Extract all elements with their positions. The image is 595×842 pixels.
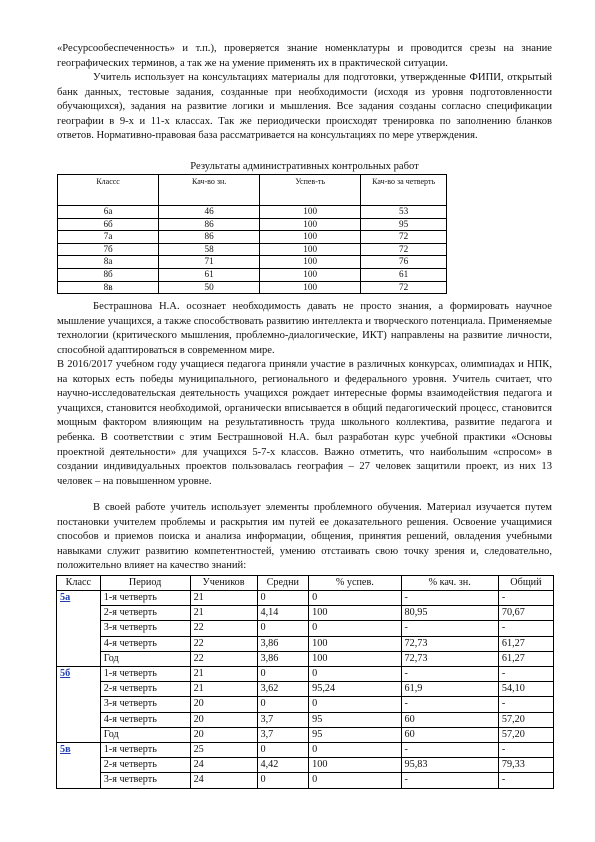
column-header: Общий (498, 576, 553, 591)
table-cell: 4-я четверть (100, 712, 190, 727)
table-cell: 60 (401, 712, 498, 727)
table-cell: 61,27 (498, 651, 553, 666)
table-cell: 20 (190, 697, 257, 712)
table-cell: 72 (361, 243, 447, 256)
table-cell: 4,14 (257, 606, 309, 621)
table-row (57, 651, 554, 666)
table-cell: 76 (361, 256, 447, 269)
table-row (57, 697, 554, 712)
table-cell: 3,86 (257, 651, 309, 666)
table-cell: 95 (309, 727, 401, 742)
paragraph-problem-learning: В своей работе учитель использует элементы проблемного обучения. Материал изучается путем постановки учителем проблемы и раскрытия им путей ее доказательного решения. Освоение учащимися способов и приемов поиска и анализа информации, общения, принятия решений, овладения учебными навыками служит развитию компетентностей, умению отстаивать свою точку зрения и, следовательно, положительно влияет на качество знаний: (57, 502, 552, 572)
table-cell: 2-я четверть (100, 758, 190, 773)
table-cell: 8в (58, 281, 159, 294)
table-cell: 72 (361, 231, 447, 244)
table-cell: 2-я четверть (100, 682, 190, 697)
table-cell: 100 (260, 206, 361, 219)
paragraph-terms: «Ресурсообеспеченность» и т.п.), проверяется знание номенклатуры и проводится срезы на знание географических терминов, а так же на умение применять их в практической ситуации. (57, 43, 552, 69)
table-cell: 54,10 (498, 682, 553, 697)
table-row (57, 758, 554, 773)
table-cell: 21 (190, 667, 257, 682)
table-cell: 6б (58, 218, 159, 231)
table-cell: 3-я четверть (100, 621, 190, 636)
table-row (57, 712, 554, 727)
table-row (57, 682, 554, 697)
table-cell: - (401, 773, 498, 788)
table-cell: 46 (159, 206, 260, 219)
table-cell: 58 (159, 243, 260, 256)
table-cell: - (401, 667, 498, 682)
table-cell: 100 (309, 606, 401, 621)
table-cell: 100 (260, 281, 361, 294)
table-row (57, 606, 554, 621)
table-cell: 1-я четверть (100, 591, 190, 606)
paragraph-thinking: Бестрашнова Н.А. осознает необходимость давать не просто знания, а формировать научное мышление учащихся, а также способствовать развитию интеллекта и творческого потенциала. Применяемые технологии (критического мышления, проблемно-диалогические, ИКТ) направлены на развитие личности, способной адаптироваться в современном мире. (57, 301, 552, 356)
table-cell: 3,86 (257, 636, 309, 651)
table-row (58, 281, 447, 294)
table-cell: 1-я четверть (100, 743, 190, 758)
table-cell: 71 (159, 256, 260, 269)
paragraph-consultations: Учитель использует на консультациях материалы для подготовки, утвержденные ФИПИ, открытый банк данных, тестовые задания, созданные при необходимости (исходя из уровня подготовленности обучающихся), задания на развитие логики и мышления. Все задания созданы согласно спецификации географии в 9-х и 11-х классах. Так же периодически происходят тренировка по заполнению бланков ответов. Нормативно-правовая база рассматривается на консультациях по мере утверждения. (57, 72, 552, 142)
table-cell: 0 (309, 773, 401, 788)
table-cell: 100 (260, 243, 361, 256)
table-row (57, 667, 554, 682)
table-header-row (57, 576, 554, 591)
table-cell: 8а (58, 256, 159, 269)
table-cell: - (401, 621, 498, 636)
table-cell: - (498, 743, 553, 758)
table-cell: 22 (190, 636, 257, 651)
table-body (58, 206, 447, 294)
column-header: Средни (257, 576, 309, 591)
quarter-results-table (56, 575, 554, 789)
table-cell: - (498, 667, 553, 682)
table-cell: 0 (309, 591, 401, 606)
table-row (57, 743, 554, 758)
table-cell: 2-я четверть (100, 606, 190, 621)
table-cell: 70,67 (498, 606, 553, 621)
table-cell: 8б (58, 268, 159, 281)
table-cell: 0 (257, 591, 309, 606)
table-cell: 22 (190, 621, 257, 636)
table-cell: 79,33 (498, 758, 553, 773)
table-cell: 100 (260, 218, 361, 231)
table-cell: 95,24 (309, 682, 401, 697)
table-row (57, 727, 554, 742)
table-cell: 4,42 (257, 758, 309, 773)
column-header: Классс (58, 175, 159, 206)
class-link[interactable]: 5б (60, 668, 71, 680)
table-cell: 21 (190, 591, 257, 606)
table-header-row (58, 175, 447, 206)
table-cell: 86 (159, 218, 260, 231)
table-cell: 100 (309, 636, 401, 651)
table-cell: 100 (260, 268, 361, 281)
table-cell: 86 (159, 231, 260, 244)
table-row (57, 773, 554, 788)
table-cell: 7а (58, 231, 159, 244)
table-row (58, 243, 447, 256)
column-header: Успев-ть (260, 175, 361, 206)
table-cell: Год (100, 651, 190, 666)
column-header: Период (100, 576, 190, 591)
table-row (58, 268, 447, 281)
table-cell: 0 (309, 621, 401, 636)
table-cell: 6а (58, 206, 159, 219)
table-body (57, 591, 554, 789)
table-cell: - (401, 697, 498, 712)
table-cell: 22 (190, 651, 257, 666)
table-cell: 0 (257, 621, 309, 636)
table-row (58, 218, 447, 231)
table-cell: 61 (159, 268, 260, 281)
table-cell: 20 (190, 712, 257, 727)
table-cell: 4-я четверть (100, 636, 190, 651)
table-cell: 24 (190, 773, 257, 788)
table-cell: 0 (257, 773, 309, 788)
table-cell: 0 (309, 743, 401, 758)
class-cell (57, 667, 101, 743)
column-header: Кач-во зн. (159, 175, 260, 206)
table-cell: - (498, 773, 553, 788)
table-cell: 57,20 (498, 727, 553, 742)
table-cell: 72,73 (401, 636, 498, 651)
table-cell: 0 (257, 743, 309, 758)
table-cell: Год (100, 727, 190, 742)
table-row (58, 256, 447, 269)
table-cell: - (498, 697, 553, 712)
column-header: Кач-во за четверть (361, 175, 447, 206)
table-cell: 61 (361, 268, 447, 281)
table-cell: 3,7 (257, 727, 309, 742)
table-cell: 3-я четверть (100, 773, 190, 788)
table-cell: 80,95 (401, 606, 498, 621)
table-cell: 21 (190, 606, 257, 621)
table-cell: - (401, 591, 498, 606)
table-cell: 72 (361, 281, 447, 294)
column-header: % успев. (309, 576, 401, 591)
table-cell: 21 (190, 682, 257, 697)
table-cell: 95 (309, 712, 401, 727)
column-header: % кач. зн. (401, 576, 498, 591)
table1-caption: Результаты административных контрольных работ (190, 161, 419, 172)
column-header: Класс (57, 576, 101, 591)
table-row (58, 231, 447, 244)
table-cell: 57,20 (498, 712, 553, 727)
table-cell: 0 (309, 667, 401, 682)
table-cell: - (498, 621, 553, 636)
table-cell: - (498, 591, 553, 606)
table-cell: 53 (361, 206, 447, 219)
table-cell: 24 (190, 758, 257, 773)
table-cell: 60 (401, 727, 498, 742)
table-cell: 100 (260, 256, 361, 269)
class-cell (57, 591, 101, 667)
table-cell: 95,83 (401, 758, 498, 773)
table-row (57, 591, 554, 606)
table-cell: 0 (257, 697, 309, 712)
class-link[interactable]: 5в (60, 744, 71, 756)
table-cell: 61,9 (401, 682, 498, 697)
class-link[interactable]: 5а (60, 592, 71, 603)
table-cell: 100 (309, 651, 401, 666)
table-cell: 3,7 (257, 712, 309, 727)
table-cell: - (401, 743, 498, 758)
table-cell: 1-я четверть (100, 667, 190, 682)
class-cell (57, 743, 101, 789)
table-cell: 72,73 (401, 651, 498, 666)
table-row (58, 206, 447, 219)
table-row (57, 636, 554, 651)
table-cell: 100 (309, 758, 401, 773)
table-cell: 3-я четверть (100, 697, 190, 712)
column-header: Учеников (190, 576, 257, 591)
table-cell: 0 (309, 697, 401, 712)
table-cell: 3,62 (257, 682, 309, 697)
admin-results-table (57, 174, 447, 294)
table-cell: 61,27 (498, 636, 553, 651)
table-row (57, 621, 554, 636)
paragraph-contests: В 2016/2017 учебном году учащиеся педагога приняли участие в различных конкурсах, олимпиадах и НПК, на которых есть победы муниципального, регионального и федерального уровня. Учитель считает, что научно-исследовательская деятельность учащихся рождает интересные формы взаимодействия педагога и учащихся, становится необходимой, органически вписывается в общий педагогический процесс, становится мощным фактором влияющим на результативность труда школьного коллектива, развитие педагога и ребенка. В соответствии с этим Бестрашновой Н.А. был разработан курс учебной практики «Основы проектной деятельности» для учащихся 5-7-х классов. Важно отметить, что наибольшим «спросом» в создании индивидуальных проектов пользовалась география – 27 человек защитили проект, из них 13 человек – на повышенном уровне. (57, 359, 552, 487)
table-cell: 50 (159, 281, 260, 294)
table-cell: 7б (58, 243, 159, 256)
table-cell: 95 (361, 218, 447, 231)
table-cell: 100 (260, 231, 361, 244)
table-cell: 25 (190, 743, 257, 758)
table-cell: 20 (190, 727, 257, 742)
table-cell: 0 (257, 667, 309, 682)
